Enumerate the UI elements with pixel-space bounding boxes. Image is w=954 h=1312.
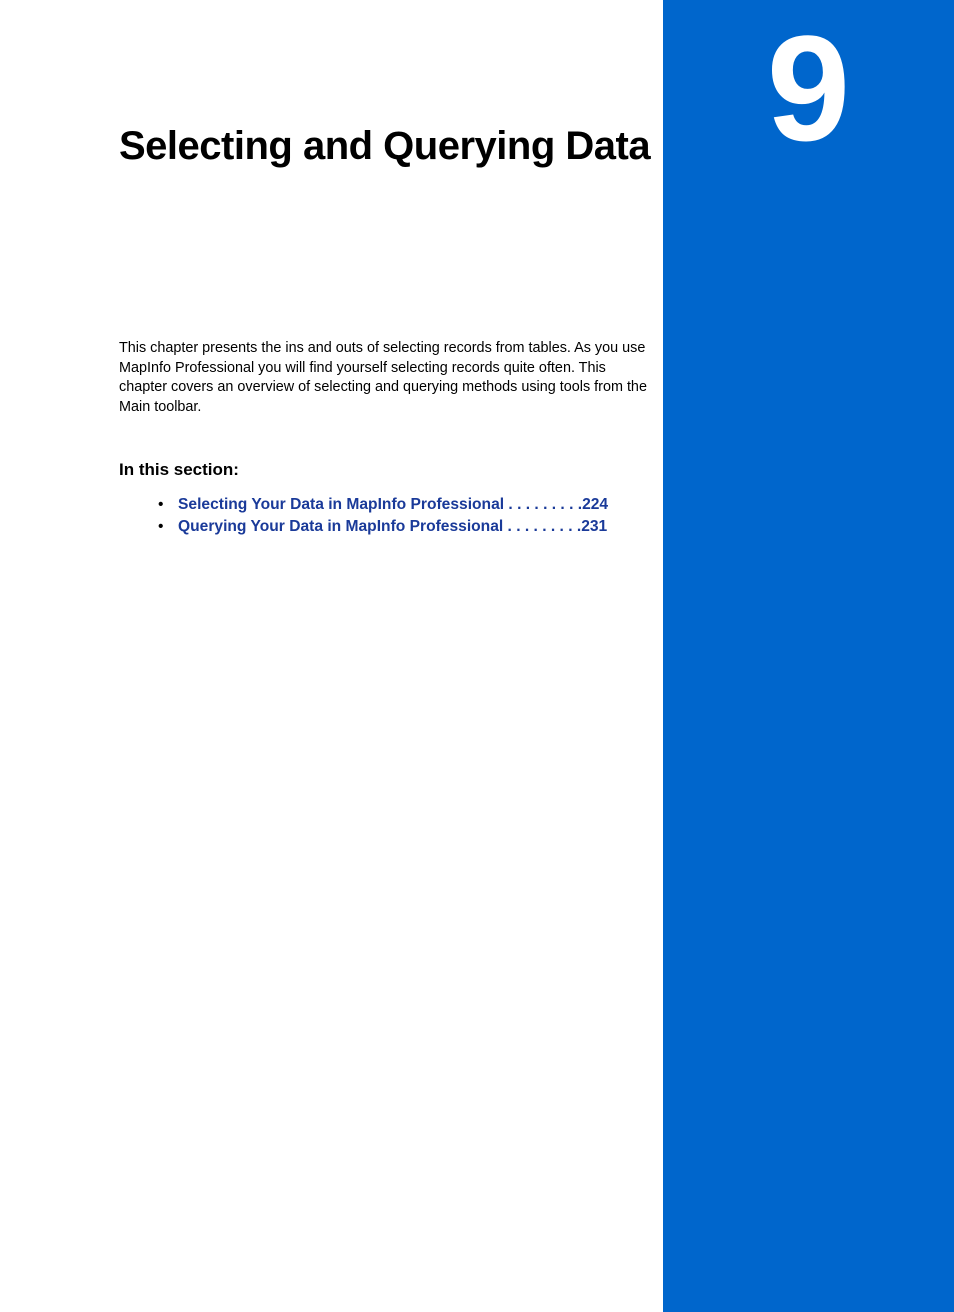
- chapter-side-band: [663, 0, 954, 1312]
- toc-link-selecting[interactable]: [178, 496, 608, 513]
- section-toc-list: [158, 494, 608, 538]
- chapter-intro-paragraph: This chapter presents the ins and outs of selecting records from tables. As you use MapInfo Professional you will find yourself selecting records quite often. This chapter covers an overview of selecting and querying methods using tools from the Main toolbar.: [119, 340, 647, 415]
- bullet-icon: •: [158, 496, 164, 513]
- chapter-title: Selecting and Querying Data: [119, 124, 651, 168]
- toc-leader: . . . . . . . . .: [504, 496, 583, 513]
- toc-link-querying[interactable]: [178, 518, 607, 535]
- toc-item-selecting: [158, 494, 608, 516]
- toc-link-label: Querying Your Data in MapInfo Professional: [178, 518, 504, 535]
- toc-page-number: 224: [582, 496, 609, 513]
- toc-leader: . . . . . . . . .: [503, 518, 582, 535]
- chapter-number: 9: [766, 4, 851, 172]
- toc-item-querying: [158, 516, 608, 538]
- toc-link-label: Selecting Your Data in MapInfo Professional: [178, 496, 505, 513]
- bullet-icon: •: [158, 518, 164, 535]
- toc-page-number: 231: [581, 518, 608, 535]
- section-heading: In this section:: [119, 460, 239, 479]
